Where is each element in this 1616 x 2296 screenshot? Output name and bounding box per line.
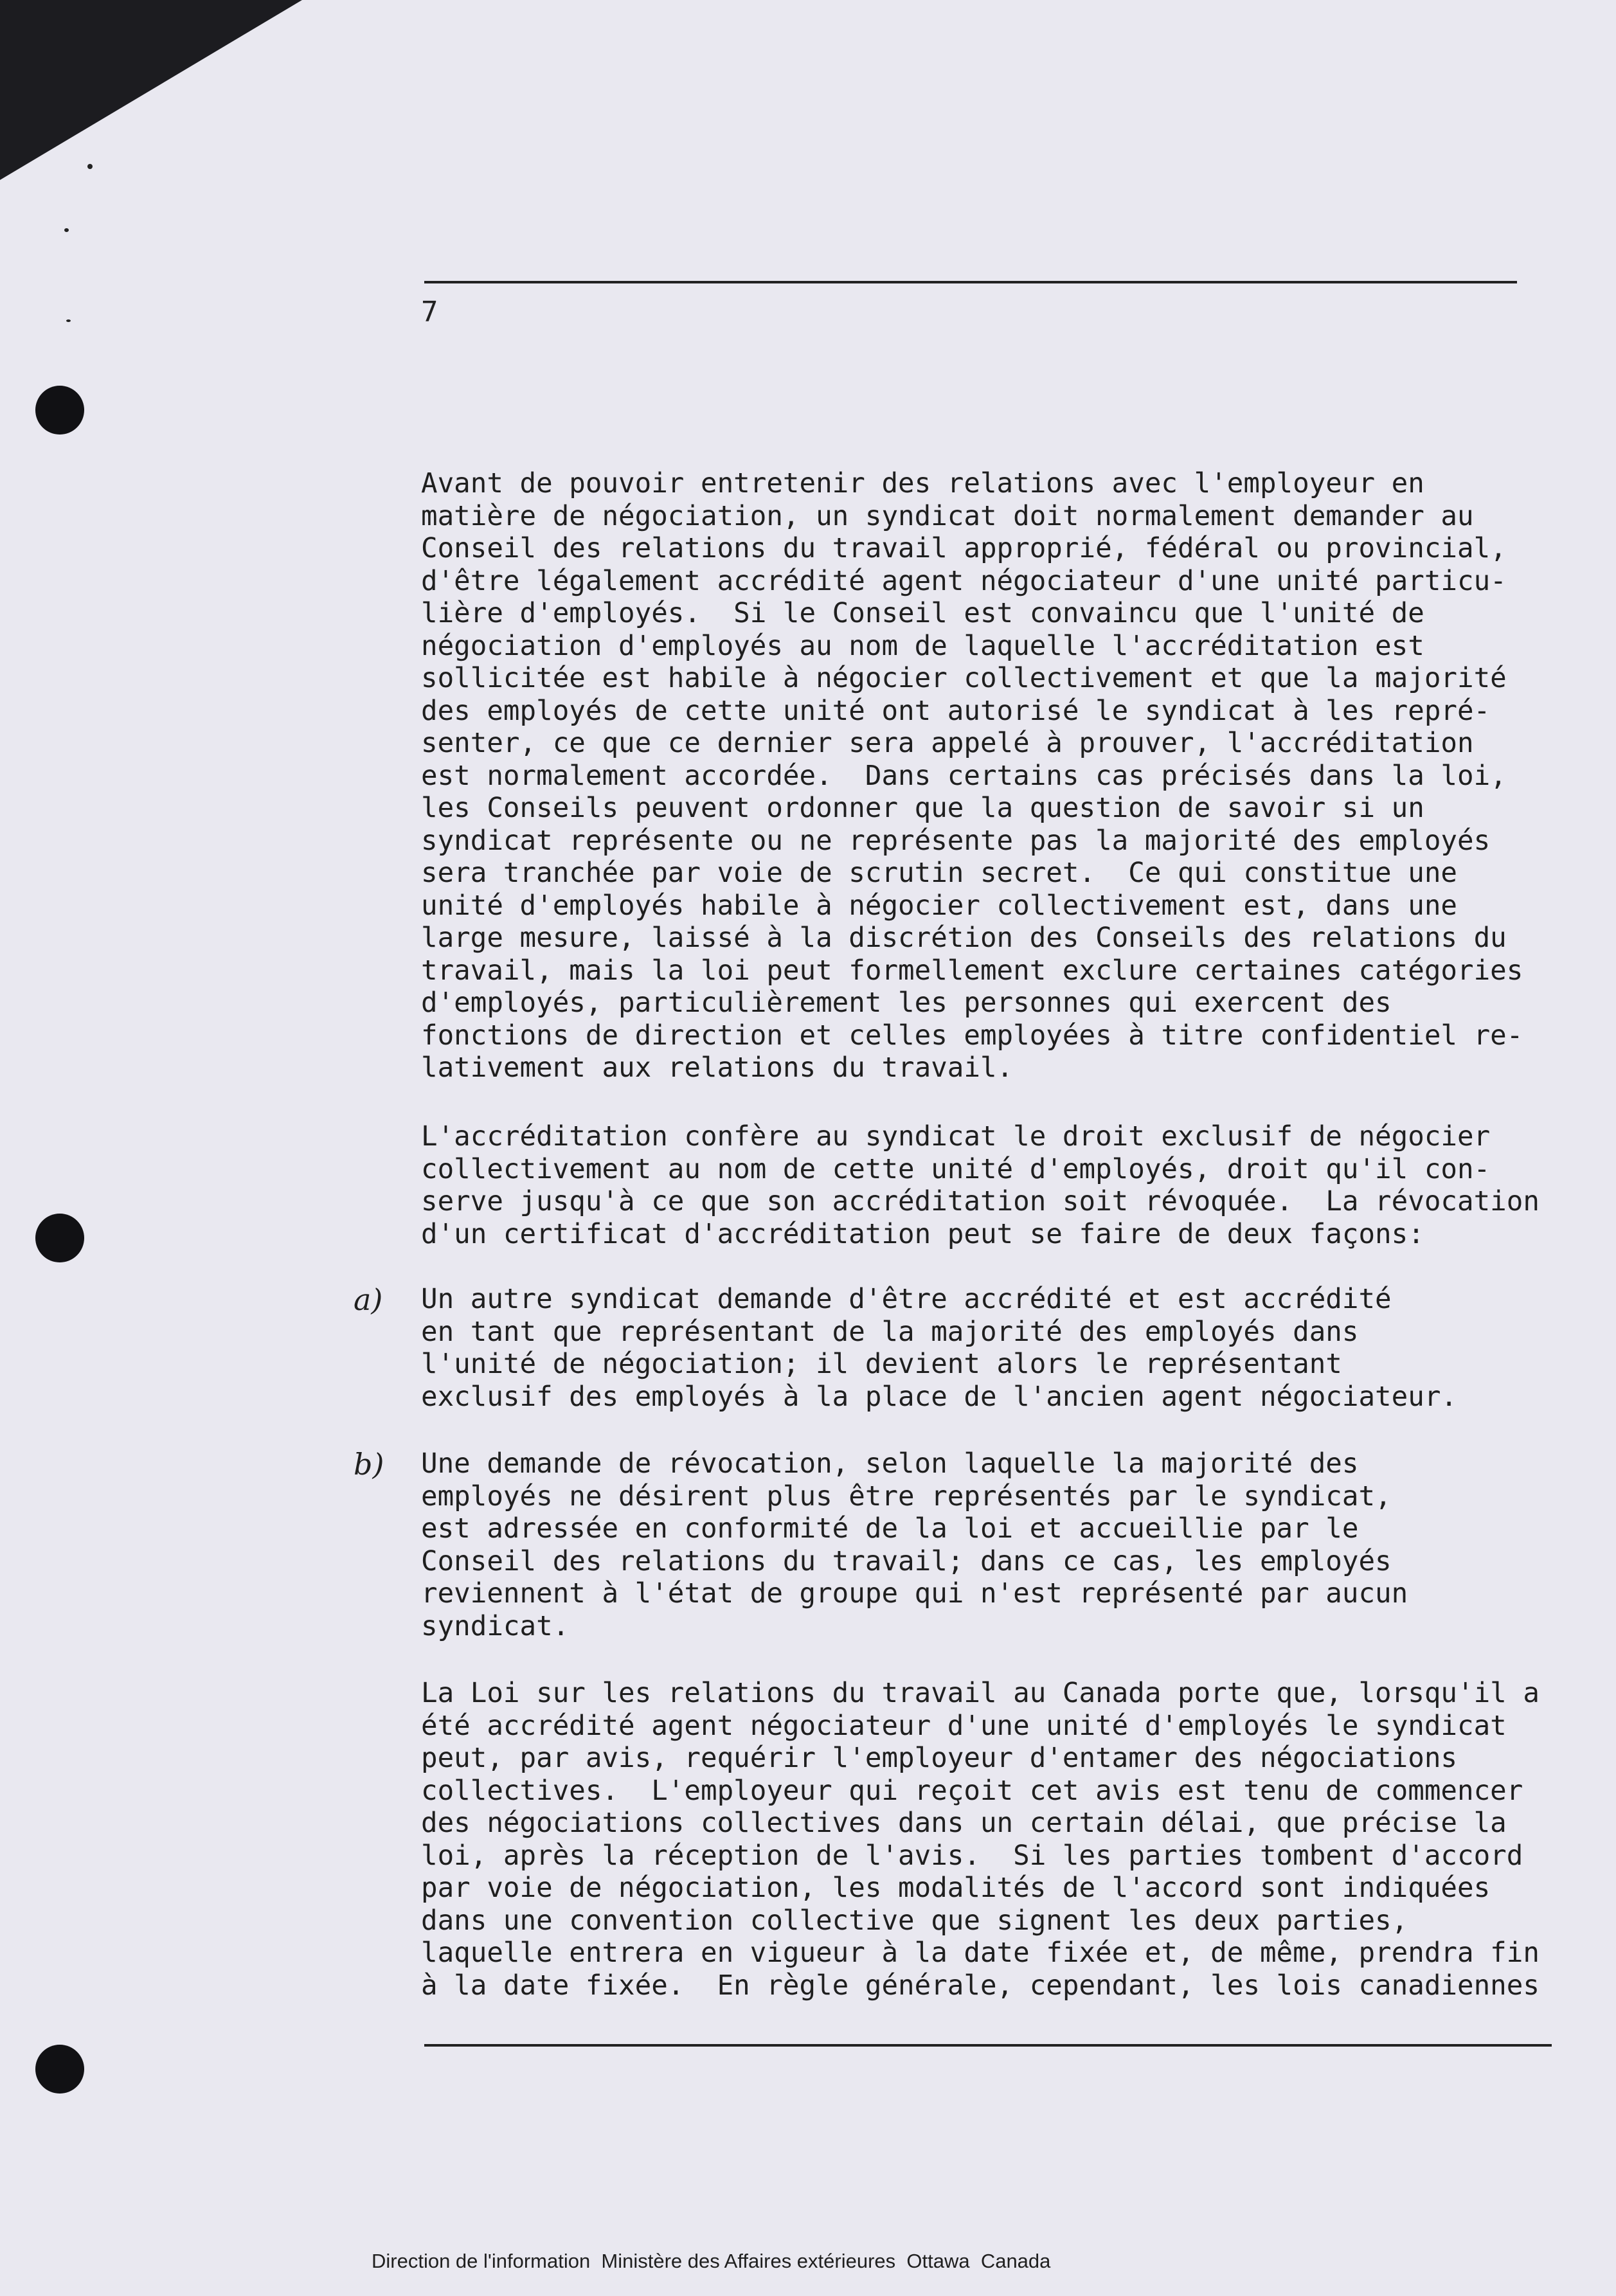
footer-rule xyxy=(424,2044,1552,2047)
paragraph-labour-code: La Loi sur les relations du travail au Canada porte que, lorsqu'il a été accrédité agent négociateur d'une unité d'employés le syndicat peut, par avis, requérir l'employeur d'entamer des négociations collectives. L'employeur qui reçoit cet avis est tenu de commencer des négociations collectives dans un certain délai, que précise la loi, après la réception de l'avis. Si les parties tombent d'accord par voie de négociation, les modalités de l'accord sont indiquées dans une convention collective que signent les deux parties, laquelle entrera en vigueur à la date fixée et, de même, prendra fin à la date fixée. En règle générale, cependant, les lois canadiennes xyxy=(421,1678,1540,2002)
binder-hole-middle xyxy=(35,1214,84,1262)
list-marker-a: a) xyxy=(354,1282,383,1317)
paragraph-accreditation: Avant de pouvoir entretenir des relations avec l'employeur en matière de négociation, un syndicat doit normalement demander au Conseil des relations du travail approprié, fédéral ou provincial, d'être légalement accrédité agent négociateur d'une unité particu- lière d'employés. Si le Conseil est convaincu que l'unité de négociation d'employés au nom de laquelle l'accréditation est sollicitée est habile à négocier collectivement et que la majorité des employés de cette unité ont autorisé le syndicat à les repré- senter, ce que ce dernier sera appelé à prouver, l'accréditation est normalement accordée. Dans certains cas précisés dans la loi, les Conseils peuvent ordonner que la question de savoir si un syndicat représente ou ne représente pas la majorité des employés sera tranchée par voie de scrutin secret. Ce qui constitue une unité d'employés habile à négocier collectivement est, dans une large mesure, laissé à la discrétion des Conseils des relations du travail, mais la loi peut formellement exclure certaines catégories d'employés, particulièrement les personnes qui exercent des fonctions de direction et celles employées à titre confidentiel re- lativement aux relations du travail. xyxy=(421,468,1523,1084)
paper-speck xyxy=(64,228,69,232)
binder-hole-top xyxy=(35,386,84,435)
list-item-a: Un autre syndicat demande d'être accrédité et est accrédité en tant que représentant de la majorité des employés dans l'unité de négociation; il devient alors le représentant exclusif des employés à la place de l'ancien agent négociateur. xyxy=(421,1284,1457,1413)
footer-publisher: Direction de l'information Ministère des Affaires extérieures Ottawa Canada xyxy=(372,2250,1051,2272)
paper-speck xyxy=(66,319,71,322)
paper-speck xyxy=(87,164,93,169)
binder-hole-bottom xyxy=(35,2045,84,2094)
page-number: 7 xyxy=(421,296,438,328)
header-rule xyxy=(424,281,1517,283)
paragraph-exclusive-right: L'accréditation confère au syndicat le droit exclusif de négocier collectivement au nom de cette unité d'employés, droit qu'il con- serve jusqu'à ce que son accréditation soit révoquée. La révocation d'un certificat d'accréditation peut se faire de deux façons: xyxy=(421,1121,1540,1250)
list-item-b: Une demande de révocation, selon laquelle la majorité des employés ne désirent plus être représentés par le syndicat, est adressée en conformité de la loi et accueillie par le Conseil des relations du travail; dans ce cas, les employés reviennent à l'état de groupe qui n'est représenté par aucun syndicat. xyxy=(421,1448,1408,1642)
list-marker-b: b) xyxy=(354,1447,384,1482)
